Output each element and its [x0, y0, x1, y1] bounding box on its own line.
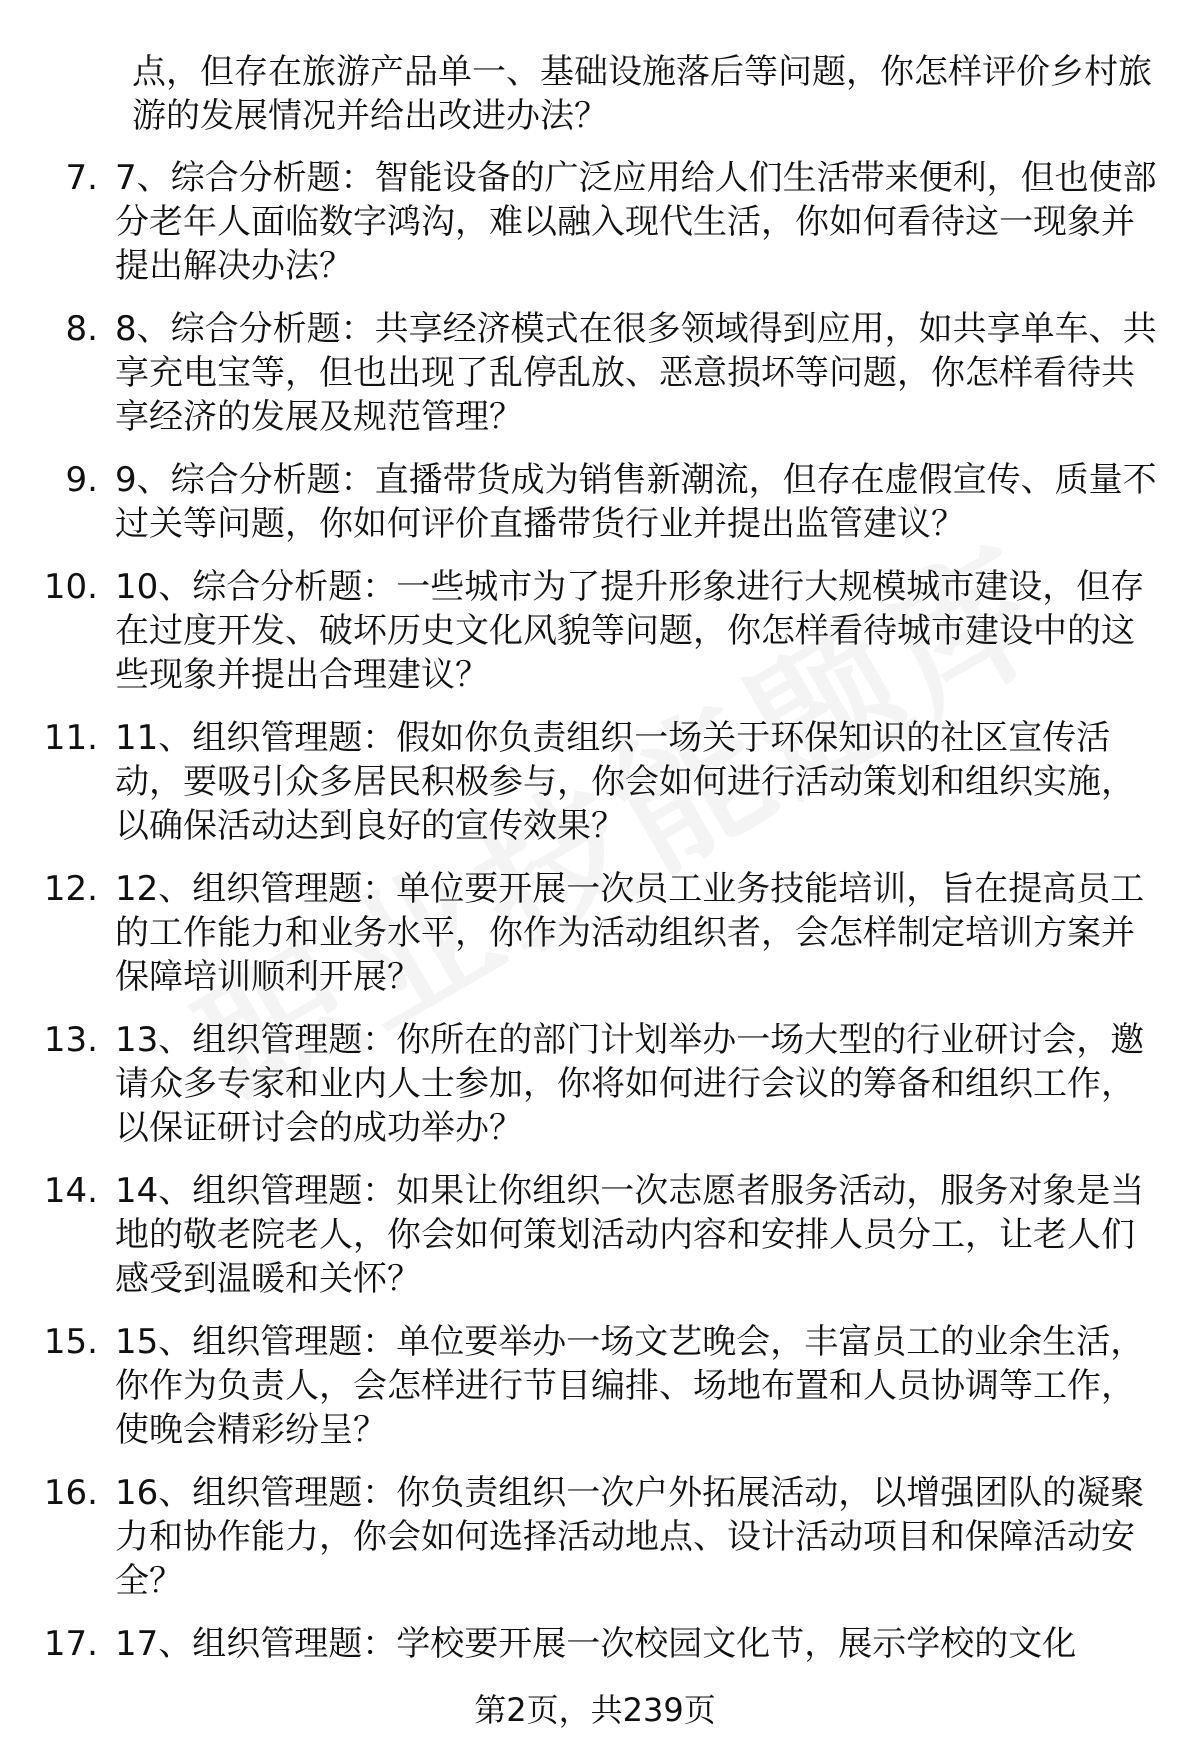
- question-text: 11、组织管理题：假如你负责组织一场关于环保知识的社区宣传活动，要吸引众多居民积极参与，你会如何进行活动策划和组织实施，以确保活动达到良好的宣传效果？: [115, 718, 1135, 846]
- question-item: [0, 1018, 1190, 1150]
- question-number: 13.: [43, 1020, 98, 1060]
- question-item: [0, 565, 1190, 697]
- question-text: 8、综合分析题：共享经济模式在很多领域得到应用，如共享单车、共享充电宝等，但也出现了乱停乱放、恶意损坏等问题，你怎样看待共享经济的发展及规范管理？: [115, 309, 1157, 437]
- question-item: [0, 1622, 1190, 1666]
- question-item: [0, 1320, 1190, 1452]
- question-text: 16、组织管理题：你负责组织一次户外拓展活动，以增强团队的凝聚力和协作能力，你会如何选择活动地点、设计活动项目和保障活动安全？: [115, 1473, 1145, 1601]
- question-number: 16.: [43, 1473, 98, 1513]
- question-item: [0, 867, 1190, 999]
- question-item: [0, 716, 1190, 848]
- question-text: 7、综合分析题：智能设备的广泛应用给人们生活带来便利，但也使部分老年人面临数字鸿沟，难以融入现代生活，你如何看待这一现象并提出解决办法？: [115, 158, 1157, 286]
- question-list: [0, 156, 1190, 1666]
- page-footer: 第2页，共239页: [474, 1691, 716, 1729]
- question-text: 10、综合分析题：一些城市为了提升形象进行大规模城市建设，但存在过度开发、破坏历史文化风貌等问题，你怎样看待城市建设中的这些现象并提出合理建议？: [115, 567, 1145, 695]
- question-item: [0, 1471, 1190, 1603]
- question-text: 12、组织管理题：单位要开展一次员工业务技能培训，旨在提高员工的工作能力和业务水平，你作为活动组织者，会怎样制定培训方案并保障培训顺利开展？: [115, 869, 1145, 997]
- question-number: 15.: [43, 1322, 98, 1362]
- question-number: 14.: [43, 1171, 98, 1211]
- question-item: [0, 307, 1190, 439]
- page-content: [0, 50, 1190, 1685]
- question-text: 17、组织管理题：学校要开展一次校园文化节，展示学校的文化: [115, 1624, 1077, 1664]
- question-number: 17.: [43, 1624, 98, 1664]
- question-number: 11.: [43, 718, 98, 758]
- question-text: 13、组织管理题：你所在的部门计划举办一场大型的行业研讨会，邀请众多专家和业内人士参加，你将如何进行会议的筹备和组织工作，以保证研讨会的成功举办？: [115, 1020, 1145, 1148]
- question-number: 7.: [65, 158, 98, 198]
- question-text: 15、组织管理题：单位要举办一场文艺晚会，丰富员工的业余生活，你作为负责人，会怎样进行节目编排、场地布置和人员协调等工作，使晚会精彩纷呈？: [115, 1322, 1145, 1450]
- continued-question-text: 点，但存在旅游产品单一、基础设施落后等问题，你怎样评价乡村旅游的发展情况并给出改进办法？: [132, 52, 1152, 136]
- question-number: 12.: [43, 869, 98, 909]
- question-number: 10.: [43, 567, 98, 607]
- question-number: 8.: [65, 309, 98, 349]
- question-item: [0, 458, 1190, 546]
- question-number: 9.: [65, 460, 98, 500]
- question-item: [0, 1169, 1190, 1301]
- question-text: 14、组织管理题：如果让你组织一次志愿者服务活动，服务对象是当地的敬老院老人，你会如何策划活动内容和安排人员分工，让老人们感受到温暖和关怀？: [115, 1171, 1145, 1299]
- question-text: 9、综合分析题：直播带货成为销售新潮流，但存在虚假宣传、质量不过关等问题，你如何评价直播带货行业并提出监管建议？: [115, 460, 1157, 544]
- question-item: [0, 156, 1190, 288]
